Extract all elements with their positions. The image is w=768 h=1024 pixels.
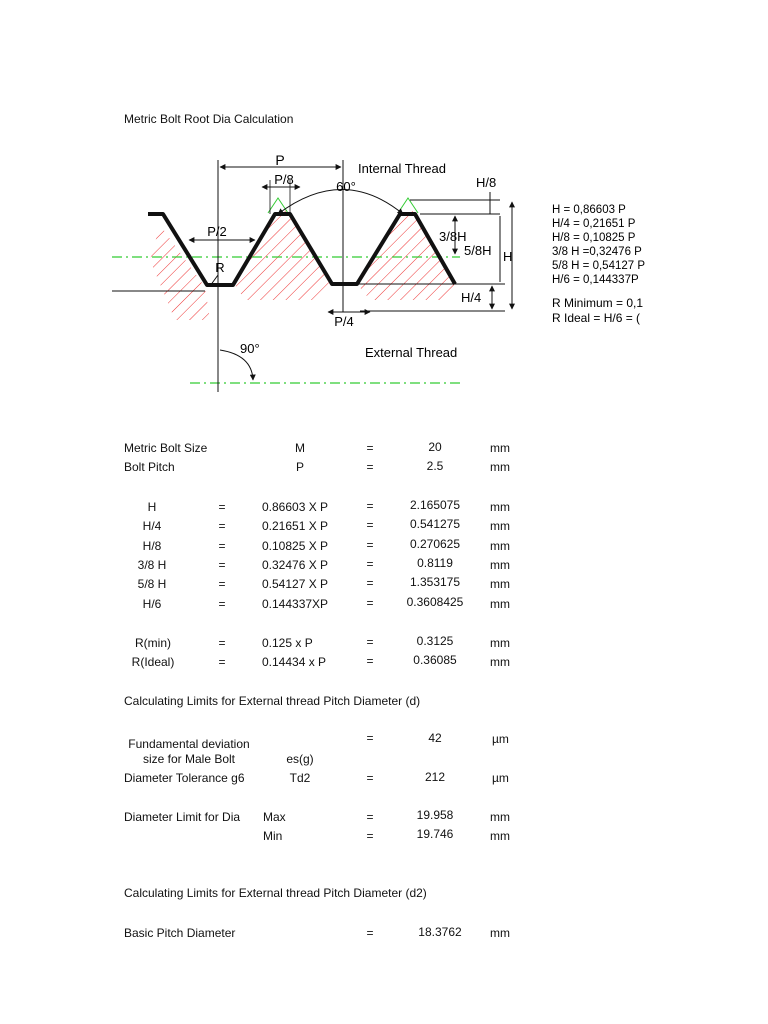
svg-text:H/4 = 0,21651 P: H/4 = 0,21651 P bbox=[552, 218, 636, 230]
thread-profile-diagram bbox=[0, 0, 768, 420]
r-ideal-text: R Ideal = H/6 = ( bbox=[552, 311, 641, 325]
label-external-thread: External Thread bbox=[365, 345, 458, 360]
bolt-size-value[interactable]: 20 bbox=[428, 440, 442, 454]
label-internal-thread: Internal Thread bbox=[358, 161, 446, 176]
svg-text:5/8 H = 0,54127 P: 5/8 H = 0,54127 P bbox=[552, 260, 646, 272]
svg-text:H = 0,86603 P: H = 0,86603 P bbox=[552, 204, 626, 216]
label-r: R bbox=[215, 260, 225, 275]
label-p4: P/4 bbox=[334, 314, 354, 329]
bolt-pitch-value[interactable]: 2.5 bbox=[426, 459, 444, 473]
label-p: P bbox=[275, 152, 285, 168]
label-h4: H/4 bbox=[461, 290, 482, 305]
label-h58: 5/8H bbox=[464, 243, 492, 258]
formula-list bbox=[552, 204, 645, 286]
page-title: Metric Bolt Root Dia Calculation bbox=[124, 112, 294, 126]
section-title-d: Calculating Limits for External thread Pitch Diameter (d) bbox=[124, 694, 421, 708]
label-p2: P/2 bbox=[207, 224, 227, 239]
svg-text:H/8 = 0,10825 P: H/8 = 0,10825 P bbox=[552, 232, 636, 244]
label-angle-60: 60° bbox=[336, 179, 356, 194]
svg-text:H/6 = 0,144337P: H/6 = 0,144337P bbox=[552, 274, 639, 286]
r-minimum-text: R Minimum = 0,1 bbox=[552, 296, 644, 310]
svg-text:3/8 H =0,32476 P: 3/8 H =0,32476 P bbox=[552, 246, 642, 258]
label-h8: H/8 bbox=[476, 175, 497, 190]
label-angle-90: 90° bbox=[240, 341, 260, 356]
diameter-tolerance-value[interactable]: 212 bbox=[424, 770, 446, 784]
fundamental-deviation-value[interactable]: 42 bbox=[428, 731, 442, 745]
label-p8: P/8 bbox=[274, 172, 294, 187]
label-h38: 3/8H bbox=[439, 229, 467, 244]
section-title-d2: Calculating Limits for External thread Pitch Diameter (d2) bbox=[124, 886, 427, 900]
label-h: H bbox=[503, 249, 513, 264]
